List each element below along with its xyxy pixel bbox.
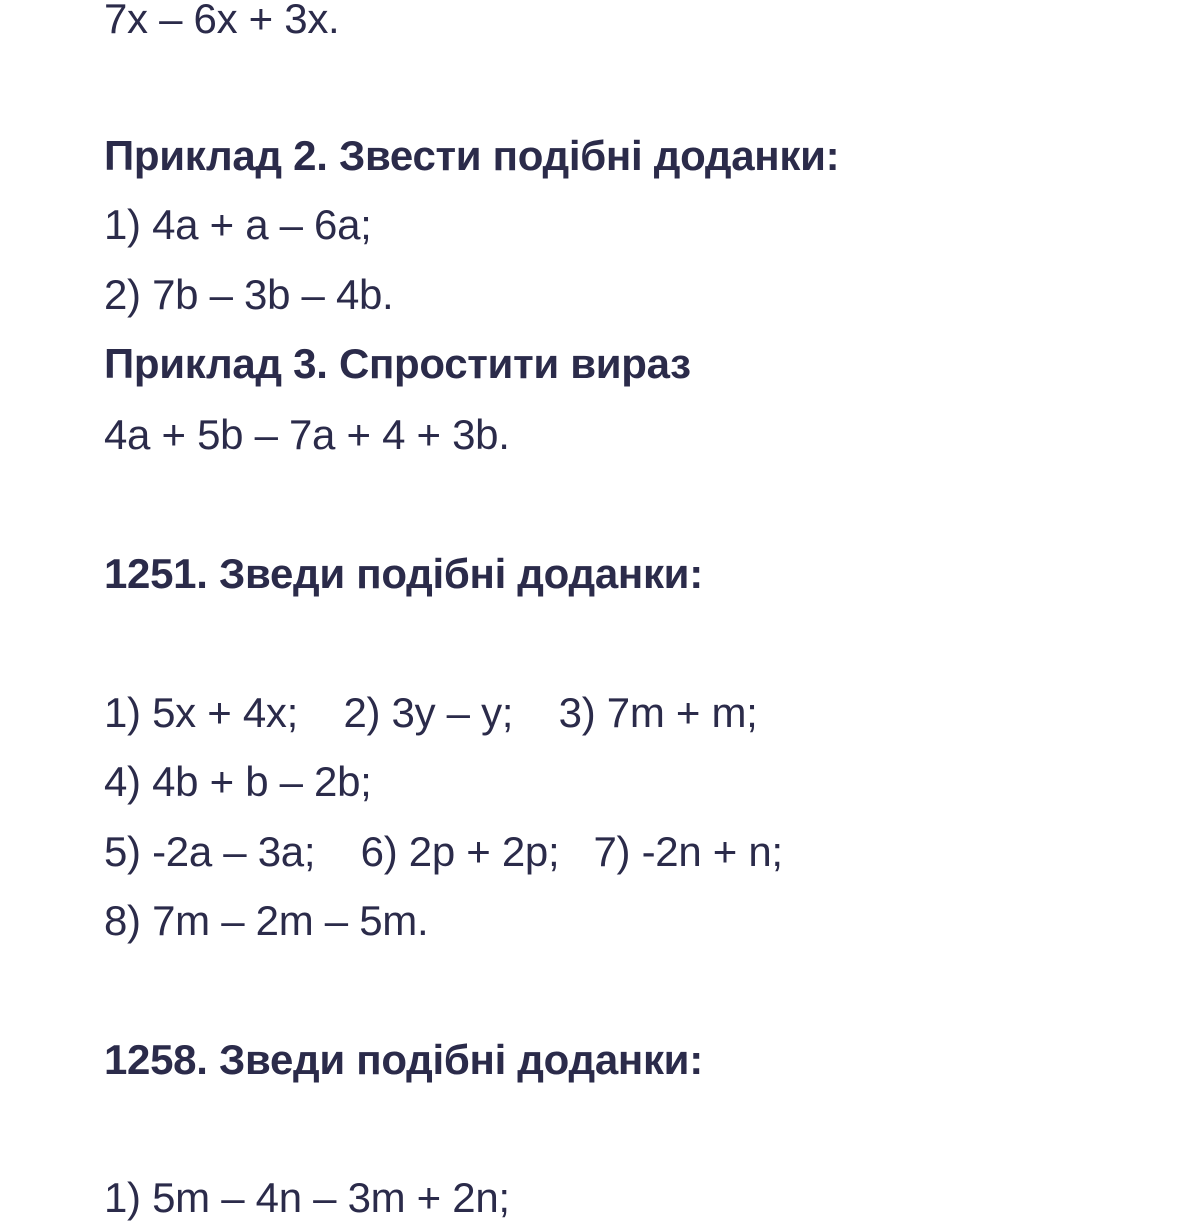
example-2-item-2: 2) 7b – 3b – 4b. (104, 271, 394, 318)
exercise-1258-heading: 1258. Зведи подібні доданки: (104, 1036, 703, 1083)
exercise-1258-row-1: 1) 5m – 4n – 3m + 2n; (104, 1174, 510, 1221)
exercise-1251-heading: 1251. Зведи подібні доданки: (104, 550, 703, 597)
expression-line: 7x – 6x + 3x. (104, 0, 340, 42)
example-3-heading: Приклад 3. Спростити вираз (104, 340, 691, 387)
example-2-heading: Приклад 2. Звести подібні доданки: (104, 132, 840, 179)
exercise-1251-row-4: 8) 7m – 2m – 5m. (104, 897, 429, 944)
example-2-item-1: 1) 4a + a – 6a; (104, 201, 372, 248)
exercise-1251-row-3: 5) -2a – 3a; 6) 2p + 2p; 7) -2n + n; (104, 828, 783, 875)
exercise-1251-row-1: 1) 5x + 4x; 2) 3y – y; 3) 7m + m; (104, 689, 758, 736)
exercise-1251-row-2: 4) 4b + b – 2b; (104, 758, 372, 805)
example-3-expression: 4a + 5b – 7a + 4 + 3b. (104, 411, 510, 458)
